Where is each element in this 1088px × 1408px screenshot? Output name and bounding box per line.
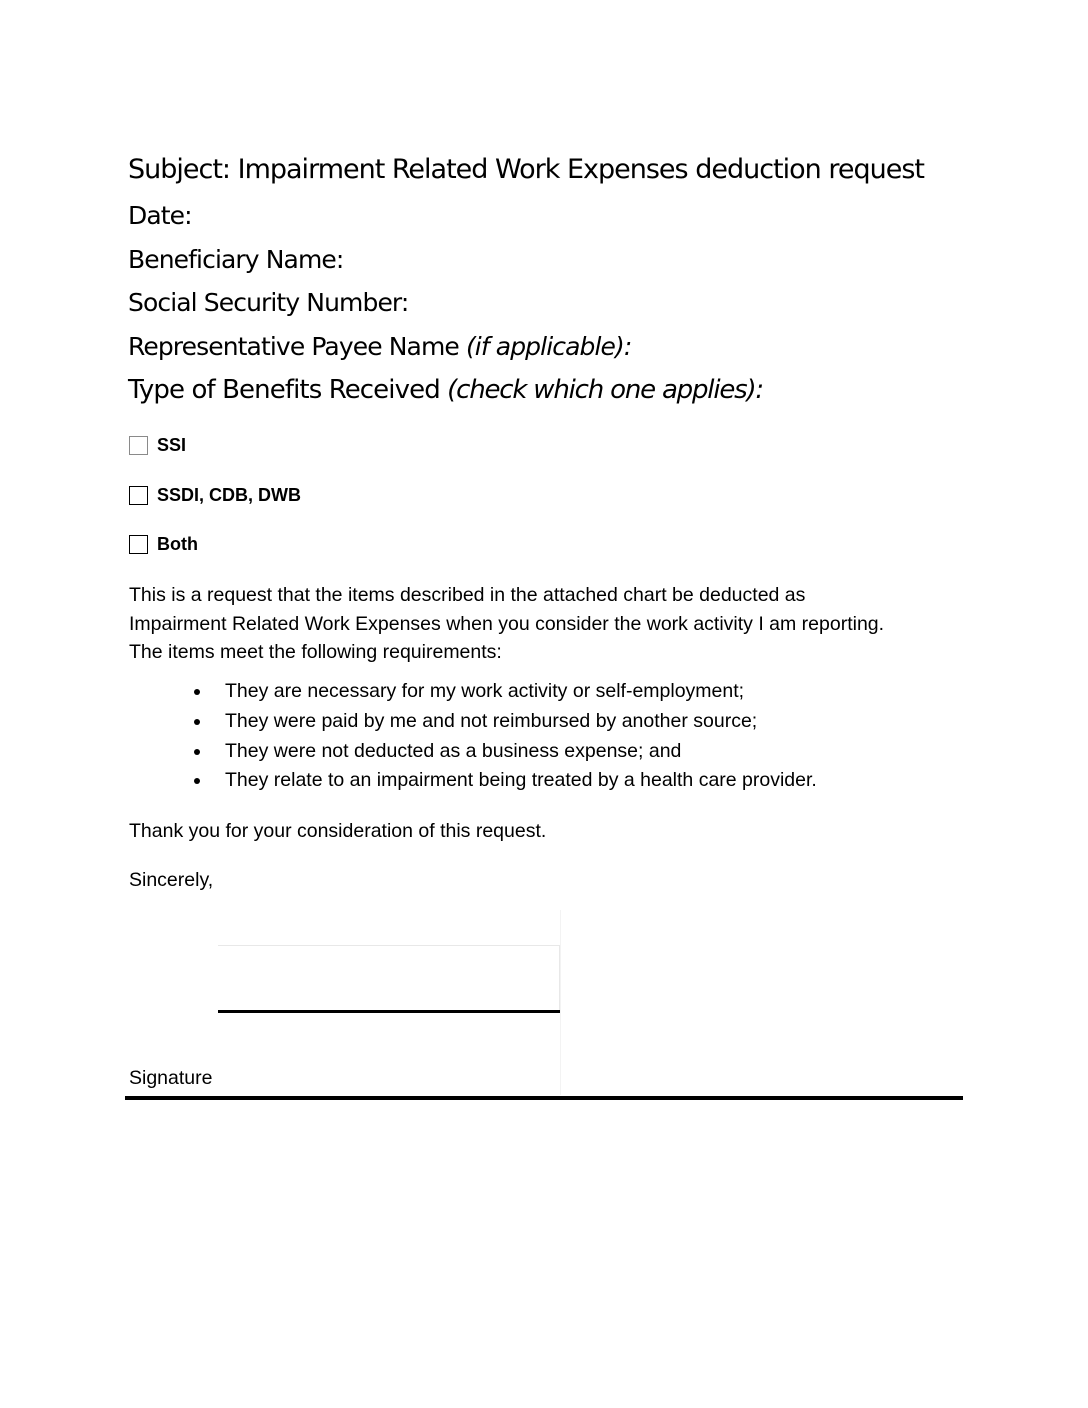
- date-label: Date:: [128, 201, 192, 230]
- requirement-text: They were not deducted as a business expense; and: [225, 739, 682, 762]
- social-security-number-label: Social Security Number:: [128, 288, 409, 317]
- subject-line: Subject: Impairment Related Work Expenses deduction request: [128, 154, 924, 185]
- representative-payee-note: (if applicable):: [465, 332, 632, 361]
- bullet-icon: [194, 719, 200, 725]
- ssi-checkbox[interactable]: [129, 436, 148, 455]
- bottom-rule: [125, 1096, 963, 1100]
- benefits-type-label: [128, 377, 763, 403]
- benefits-type-label-text: Type of Benefits Received: [128, 375, 440, 405]
- representative-payee-label: [128, 334, 631, 359]
- signature-field[interactable]: [218, 945, 560, 1010]
- signature-area-edge: [560, 910, 561, 1095]
- benefit-option-ssi[interactable]: [129, 435, 186, 456]
- closing-line: Sincerely,: [129, 869, 214, 891]
- benefit-option-ssdi-cdb-dwb[interactable]: [129, 485, 301, 506]
- requirement-text: They were paid by me and not reimbursed by another source;: [225, 709, 758, 732]
- both-checkbox[interactable]: [129, 535, 148, 554]
- bullet-icon: [194, 749, 200, 755]
- request-line: The items meet the following requirements:: [129, 641, 502, 663]
- ssi-label: SSI: [157, 435, 187, 455]
- signature-label: Signature: [129, 1067, 213, 1089]
- requirement-item: [190, 707, 817, 737]
- benefit-option-both[interactable]: [129, 534, 198, 555]
- ssdi-cdb-dwb-checkbox[interactable]: [129, 486, 148, 505]
- representative-payee-label-text: Representative Payee Name: [128, 332, 459, 361]
- bullet-icon: [194, 778, 200, 784]
- requirement-item: [190, 737, 817, 767]
- requirement-text: They relate to an impairment being treated by a health care provider.: [225, 769, 817, 792]
- requirements-list: [190, 677, 817, 796]
- request-paragraph: [129, 581, 884, 667]
- benefits-type-note: (check which one applies):: [447, 375, 763, 405]
- thanks-line: Thank you for your consideration of this request.: [129, 820, 547, 842]
- ssdi-cdb-dwb-label: SSDI, CDB, DWB: [157, 485, 301, 505]
- request-line: Impairment Related Work Expenses when you consider the work activity I am reporting.: [129, 612, 885, 635]
- beneficiary-name-label: Beneficiary Name:: [128, 245, 344, 274]
- requirement-text: They are necessary for my work activity or self-employment;: [225, 680, 745, 702]
- requirement-item: [190, 766, 817, 796]
- both-label: Both: [157, 534, 198, 554]
- bullet-icon: [194, 689, 200, 695]
- requirement-item: [190, 677, 817, 707]
- signature-line: [218, 1010, 560, 1013]
- request-line: This is a request that the items described in the attached chart be deducted as: [129, 584, 806, 606]
